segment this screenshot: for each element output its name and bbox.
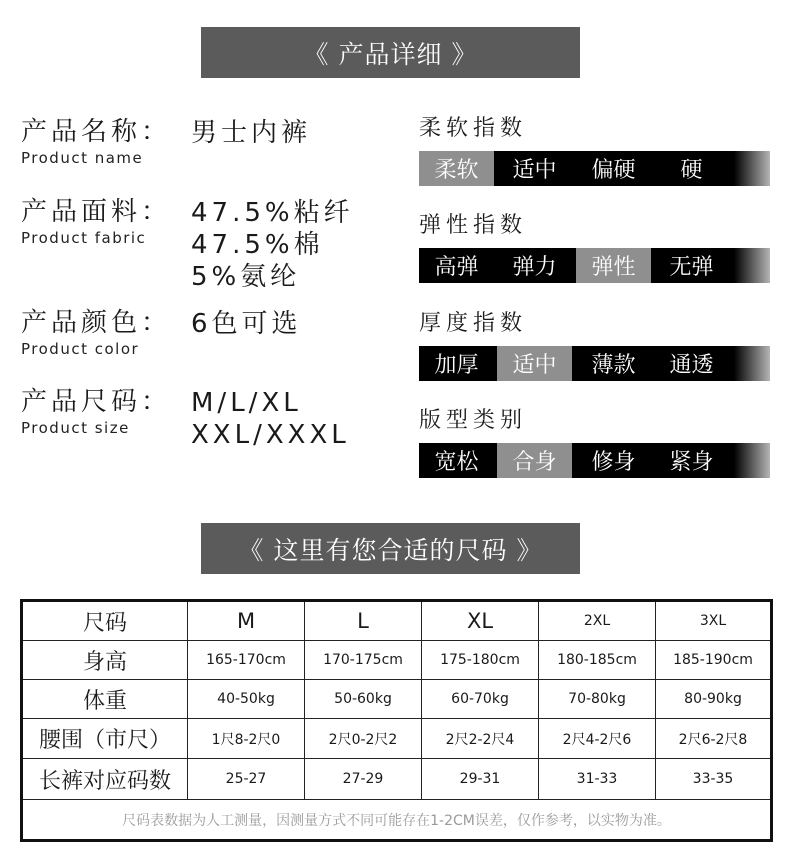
spec-label-en: Product name — [21, 149, 144, 167]
size-guide-banner — [201, 523, 580, 574]
index-group — [419, 408, 714, 475]
spec-value-line: 5%氨纶 — [191, 262, 301, 292]
size-header-cell: XL — [422, 601, 539, 641]
spec-value — [191, 387, 350, 451]
index-title: 厚度指数 — [419, 311, 528, 336]
spec-value-line: 47.5%粘纤 — [191, 198, 354, 228]
spec-value — [191, 197, 354, 293]
product-detail-title: 《 产品详细 》 — [303, 39, 478, 69]
size-header-cell: M — [188, 601, 305, 641]
table-cell: 29-31 — [422, 759, 539, 800]
index-scale — [419, 151, 770, 186]
spec-value — [191, 308, 302, 340]
table-cell: 2尺2-2尺4 — [422, 719, 539, 759]
table-header-row — [22, 601, 772, 641]
row-label-cell: 身高 — [22, 641, 188, 680]
index-option-selected: 合身 — [497, 443, 572, 478]
size-header-cell: 3XL — [656, 601, 772, 641]
spec-value-line: 47.5%棉 — [191, 230, 324, 260]
index-title: 柔软指数 — [419, 116, 528, 141]
index-option-selected: 柔软 — [419, 151, 494, 186]
table-row — [22, 759, 772, 800]
spec-value — [191, 117, 311, 149]
size-note: 尺码表数据为人工测量，因测量方式不同可能存在1-2CM误差，仅作参考，以实物为准。 — [122, 812, 671, 829]
row-label-cell: 长裤对应码数 — [22, 759, 188, 800]
table-row — [22, 641, 772, 680]
table-cell: 165-170cm — [188, 641, 305, 680]
index-scale — [419, 443, 770, 478]
spec-value-line: M/L/XL — [191, 388, 302, 418]
index-option: 适中 — [512, 158, 557, 183]
size-header-cell: 2XL — [539, 601, 656, 641]
index-option: 薄款 — [591, 353, 636, 378]
index-option: 偏硬 — [591, 158, 636, 183]
spec-value-line: 6色可选 — [191, 309, 302, 339]
index-option: 硬 — [680, 158, 703, 183]
spec-item — [21, 387, 350, 450]
row-label-cell: 腰围（市尺） — [22, 719, 188, 759]
table-cell: 70-80kg — [539, 680, 656, 719]
table-cell: 1尺8-2尺0 — [188, 719, 305, 759]
index-option: 加厚 — [434, 353, 479, 378]
index-group — [419, 116, 703, 183]
spec-value-line: 男士内裤 — [191, 118, 312, 148]
index-option: 高弹 — [434, 255, 479, 280]
spec-label-en: Product size — [21, 419, 130, 437]
row-label-cell: 尺码 — [22, 601, 188, 641]
spec-label: 产品尺码： — [21, 387, 172, 417]
spec-item — [21, 308, 302, 358]
spec-label-en: Product color — [21, 340, 140, 358]
index-option-selected: 适中 — [497, 346, 572, 381]
table-cell: 25-27 — [188, 759, 305, 800]
spec-label: 产品名称： — [21, 117, 172, 147]
table-cell: 2尺6-2尺8 — [656, 719, 772, 759]
table-cell: 180-185cm — [539, 641, 656, 680]
index-option: 紧身 — [669, 450, 714, 475]
size-guide-title: 《 这里有您合适的尺码 》 — [238, 535, 543, 565]
table-cell: 31-33 — [539, 759, 656, 800]
index-option: 宽松 — [434, 450, 479, 475]
table-cell: 2尺0-2尺2 — [305, 719, 422, 759]
spec-label: 产品颜色： — [21, 308, 172, 338]
spec-item — [21, 117, 312, 167]
table-cell: 175-180cm — [422, 641, 539, 680]
size-chart-table — [20, 599, 773, 842]
index-title: 弹性指数 — [419, 213, 528, 238]
size-header-cell: L — [305, 601, 422, 641]
index-option: 无弹 — [669, 255, 714, 280]
index-title: 版型类别 — [419, 408, 528, 433]
spec-value-line: XXL/XXXL — [191, 420, 350, 450]
table-cell: 50-60kg — [305, 680, 422, 719]
table-cell: 60-70kg — [422, 680, 539, 719]
index-option-selected: 弹性 — [576, 248, 651, 283]
table-cell: 80-90kg — [656, 680, 772, 719]
table-row — [22, 719, 772, 759]
table-note-row — [22, 800, 772, 841]
index-option: 通透 — [669, 353, 714, 378]
row-label-cell: 体重 — [22, 680, 188, 719]
table-cell: 170-175cm — [305, 641, 422, 680]
table-row — [22, 680, 772, 719]
index-scale — [419, 346, 770, 381]
table-cell: 33-35 — [656, 759, 772, 800]
table-cell: 2尺4-2尺6 — [539, 719, 656, 759]
index-option: 修身 — [591, 450, 636, 475]
index-option: 弹力 — [512, 255, 557, 280]
spec-label: 产品面料： — [21, 197, 172, 227]
spec-item — [21, 197, 354, 292]
spec-label-en: Product fabric — [21, 229, 147, 247]
index-group — [419, 213, 714, 280]
table-cell: 40-50kg — [188, 680, 305, 719]
table-cell: 185-190cm — [656, 641, 772, 680]
product-detail-banner — [201, 27, 580, 78]
index-group — [419, 311, 714, 378]
index-scale — [419, 248, 770, 283]
table-cell: 27-29 — [305, 759, 422, 800]
